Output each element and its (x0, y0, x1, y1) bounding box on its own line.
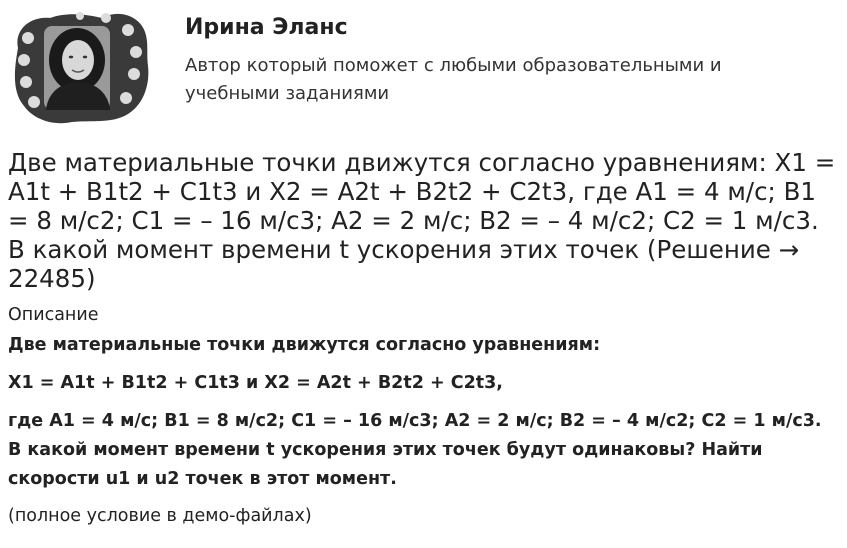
description-paragraph-1: Две материальные точки движутся согласно уравнениям: (8, 335, 601, 355)
author-card (8, 8, 838, 126)
description-label: Описание (8, 305, 99, 325)
author-description: Автор который поможет с любыми образовательными и учебными заданиями (185, 55, 722, 104)
film-reel-avatar-icon (8, 8, 150, 126)
work-title: Две материальные точки движутся согласно уравнениям: X1 = A1t + B1t2 + C1t3 и X2 = A2t + B2t2 + C2t3, где A1 = 4 м/с; B1 = 8 м/с2; C1 = – 16 м/с3; A2 = 2 м/с; B2 = – 4 м/с2; C2 = 1 м/с3. В какой момент времени t ускорения этих точек (Решение → 22485) (8, 148, 836, 293)
description-note: (полное условие в демо-файлах) (8, 506, 312, 526)
author-name[interactable]: Ирина Эланс (185, 15, 348, 40)
description-paragraph-3: где A1 = 4 м/с; B1 = 8 м/с2; C1 = – 16 м/с3; A2 = 2 м/с; B2 = – 4 м/с2; C2 = 1 м/с3. В какой момент времени t ускорения этих точек будут одинаковы? Найти скорости u1 и u2 точек в этот момент. (8, 411, 822, 489)
description-paragraph-2: X1 = A1t + B1t2 + C1t3 и X2 = A2t + B2t2 + C2t3, (8, 373, 503, 393)
author-avatar[interactable] (8, 8, 150, 126)
